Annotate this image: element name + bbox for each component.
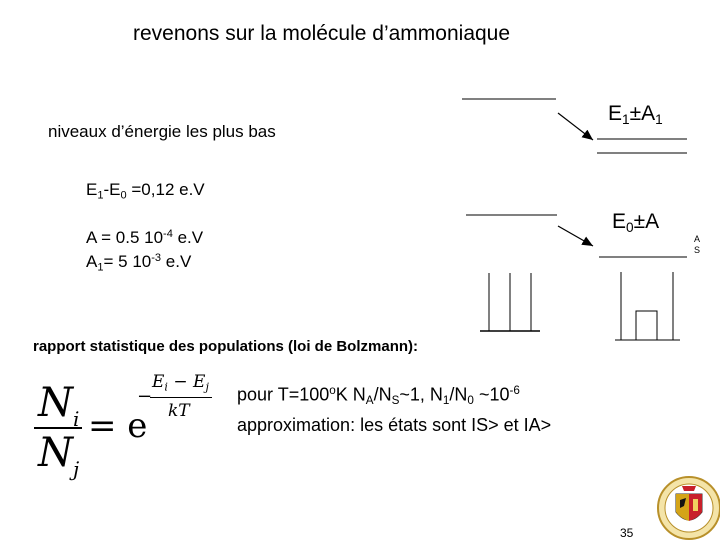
r1-o: o — [329, 384, 336, 397]
level-e1-e: E — [608, 102, 623, 125]
a1-unit: e.V — [161, 252, 192, 272]
formula-exp-i: i — [164, 380, 168, 394]
a-unit: e.V — [172, 228, 204, 248]
r1-e: /N — [449, 384, 468, 405]
formula-n-bottom: N — [38, 430, 73, 476]
formula-exp-minus2: − — [167, 372, 194, 392]
side-label-a: A — [694, 234, 701, 244]
formula-exp-j: j — [205, 380, 209, 394]
result-line-2: approximation: les états sont IS> et IA> — [237, 414, 552, 435]
r1-subA: A — [365, 393, 374, 407]
a1-mid: = 5 10 — [103, 252, 152, 272]
slide-title: revenons sur la molécule d’ammoniaque — [133, 22, 511, 45]
gap-minus: -E — [103, 180, 121, 199]
a-prefix: A = 0.5 10 — [86, 228, 164, 248]
r1-sub0: 0 — [467, 393, 474, 407]
r1-exp: -6 — [509, 384, 520, 397]
gap-sub0: 0 — [120, 189, 127, 202]
level-e1-sub: 1 — [622, 112, 630, 128]
formula-eq: = e — [88, 406, 148, 446]
a1-sub: 1 — [97, 261, 104, 274]
r1-subS: S — [391, 393, 400, 407]
level-e0-sub: 0 — [626, 220, 634, 236]
gap-e1: E — [86, 180, 98, 199]
side-label-s: S — [694, 245, 701, 255]
r1-a: pour T=100 — [237, 384, 330, 405]
gap-value: =0,12 e.V — [126, 180, 205, 199]
formula-exp-e2: E — [193, 372, 206, 392]
a-exp: -4 — [163, 228, 173, 240]
level-e1-pm: ±A — [629, 102, 656, 125]
level-e0-pm: ±A — [633, 210, 660, 233]
rapport-heading: rapport statistique des populations (loi de Bolzmann): — [33, 338, 419, 355]
r1-c: /N — [373, 384, 392, 405]
r1-sub1: 1 — [442, 393, 450, 407]
formula-exp-e1: E — [152, 372, 165, 392]
formula-j: j — [73, 457, 80, 481]
formula-exp-denominator: kT — [168, 401, 190, 421]
r1-d: ~1, N — [399, 384, 443, 405]
lowest-levels-label: niveaux d’énergie les plus bas — [48, 122, 276, 141]
level-e0-e: E — [612, 210, 627, 233]
a1-exp: -3 — [151, 252, 162, 264]
r1-b: K N — [335, 384, 366, 405]
a1-prefix: A — [86, 252, 98, 272]
formula-exp-minus: − — [137, 386, 153, 407]
page-number: 35 — [620, 526, 634, 540]
formula-n-top: N — [38, 380, 73, 426]
gap-sub1: 1 — [97, 189, 104, 202]
level-e1-sub2: 1 — [655, 112, 663, 128]
r1-f: ~10 — [473, 384, 510, 405]
formula-i: i — [73, 407, 80, 431]
